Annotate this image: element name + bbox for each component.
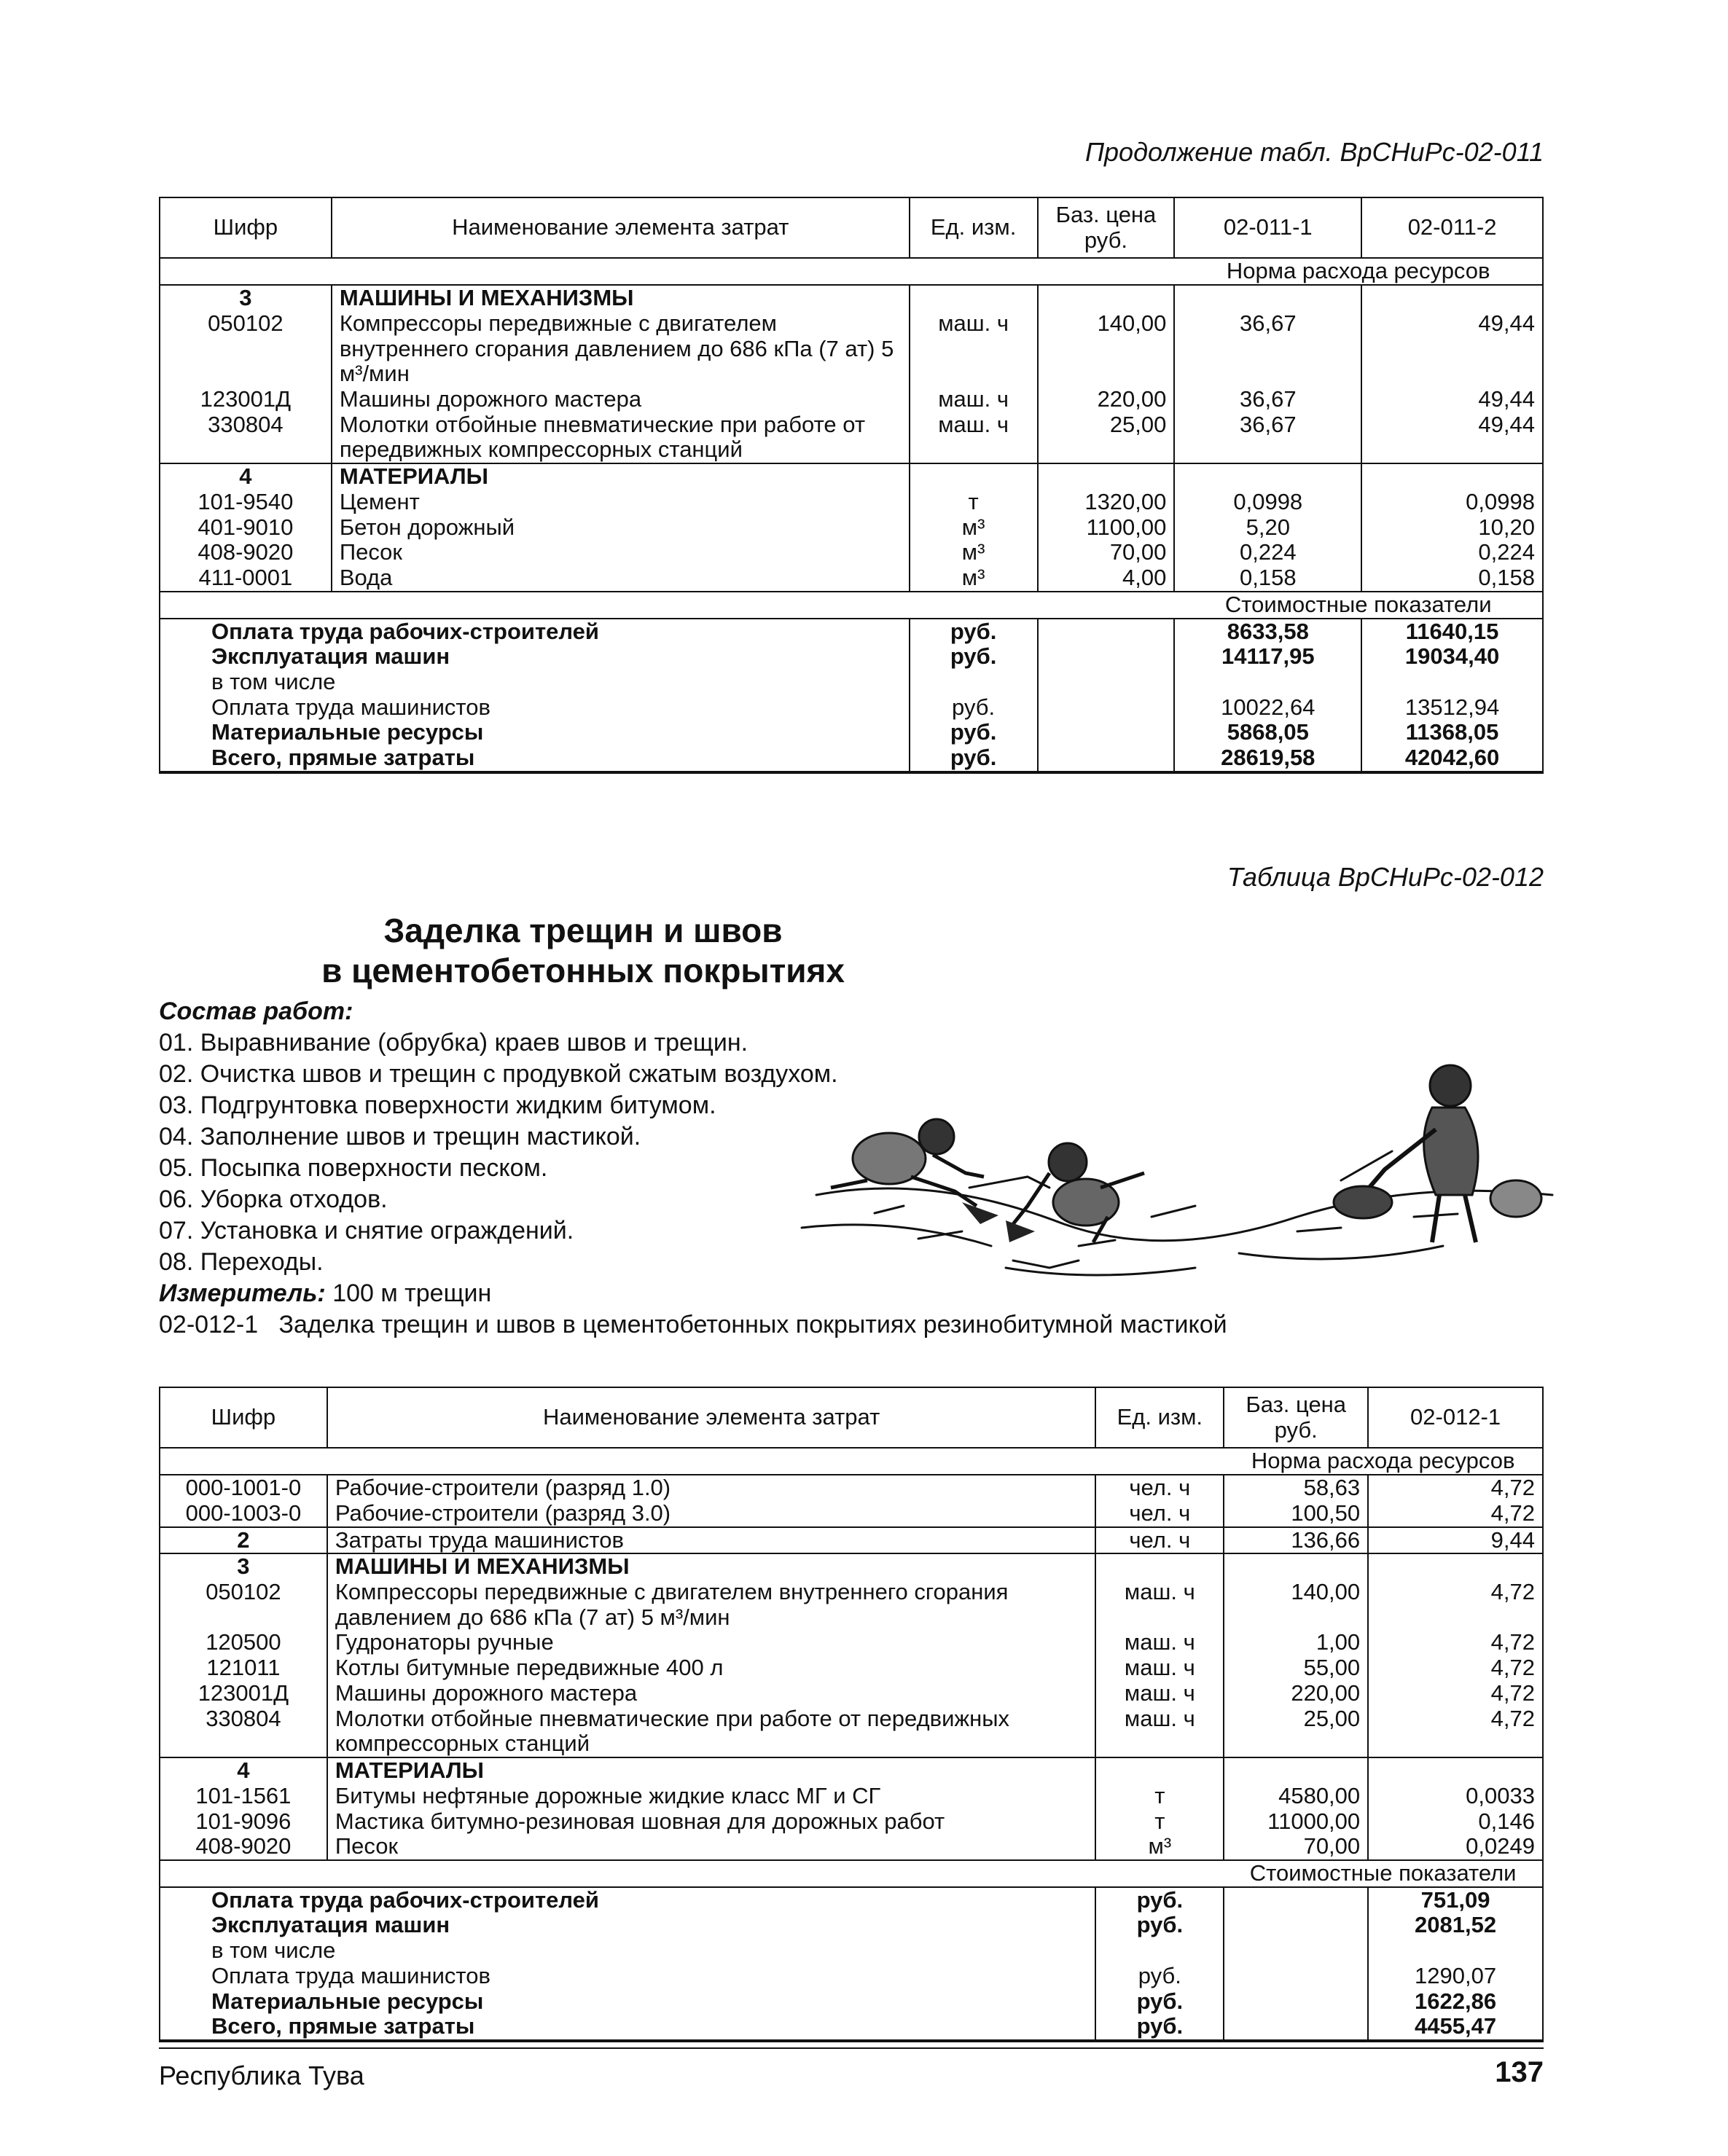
cost-value-1: 28619,58 [1174, 745, 1361, 772]
cost-name: Оплата труда машинистов [160, 695, 910, 721]
road-workers-illustration [787, 1049, 1567, 1290]
item-desc: Заделка трещин и швов в цементобетонных покрытиях резинобитумной мастикой [278, 1311, 1227, 1338]
cost-unit: руб. [910, 720, 1038, 745]
cell-unit: маш. ч [1095, 1630, 1224, 1655]
works-label: Состав работ: [159, 997, 353, 1025]
cost-value-1: 2081,52 [1368, 1913, 1543, 1938]
table-row [160, 1681, 1543, 1706]
cell-price: 11000,00 [1224, 1809, 1368, 1835]
cost-unit: руб. [1095, 1887, 1224, 1913]
cost-row [160, 1989, 1543, 2015]
section-code: 3 [160, 1553, 327, 1580]
cell-code: 050102 [160, 311, 332, 387]
cost-unit: руб. [910, 619, 1038, 645]
table1-header-row [160, 197, 1543, 258]
cell-code: 408-9020 [160, 540, 332, 565]
table2-header-cell: Наименование элемента затрат [327, 1387, 1096, 1448]
measure-value: 100 м трещин [332, 1279, 492, 1307]
cell-value-1: 4,72 [1368, 1655, 1543, 1681]
table-row [160, 311, 1543, 387]
item-line [159, 1309, 1227, 1341]
table-row [160, 1809, 1543, 1835]
cell-unit: маш. ч [1095, 1655, 1224, 1681]
cell-code: 050102 [160, 1580, 327, 1630]
cell-name: Цемент [332, 490, 910, 515]
cell-value-2: 49,44 [1361, 387, 1543, 412]
cell-price: 4580,00 [1224, 1784, 1368, 1809]
cost-unit: руб. [910, 745, 1038, 772]
cell-unit: м³ [910, 565, 1038, 592]
section-title-line2: в цементобетонных покрытиях [321, 952, 845, 990]
cell-value-1: 0,0249 [1368, 1834, 1543, 1860]
cell-unit: маш. ч [910, 311, 1038, 387]
cell-value-1: 4,72 [1368, 1706, 1543, 1757]
cell-unit: м³ [1095, 1834, 1224, 1860]
cell-code: 330804 [160, 1706, 327, 1757]
cost-value-2: 42042,60 [1361, 745, 1543, 772]
table1-header-cell: Шифр [160, 197, 332, 258]
cost-row [160, 720, 1543, 745]
cell-value-2: 49,44 [1361, 311, 1543, 387]
cost-value-2 [1361, 670, 1543, 695]
cell-code: 121011 [160, 1655, 327, 1681]
cell-value-1: 0,146 [1368, 1809, 1543, 1835]
worker-3-figure [1334, 1065, 1541, 1242]
cell-unit: маш. ч [910, 412, 1038, 463]
cost-band-label: Стоимостные показатели [1224, 1860, 1543, 1887]
cell-value-1: 4,72 [1368, 1580, 1543, 1630]
table-row [160, 565, 1543, 592]
cell-unit: маш. ч [1095, 1681, 1224, 1706]
cell-name: Мастика битумно-резиновая шовная для дорожных работ [327, 1809, 1096, 1835]
cost-unit [910, 670, 1038, 695]
cost-unit [1095, 1938, 1224, 1964]
table1 [159, 197, 1544, 774]
table2-norm-band [160, 1448, 1543, 1475]
cell-price: 4,00 [1038, 565, 1175, 592]
cost-value-1: 14117,95 [1174, 644, 1361, 670]
table2-header-row [160, 1387, 1543, 1448]
table-row [160, 1475, 1543, 1501]
cell-name: Вода [332, 565, 910, 592]
table-row [160, 540, 1543, 565]
cell-name: Рабочие-строители (разряд 1.0) [327, 1475, 1096, 1501]
cost-value-1 [1174, 670, 1361, 695]
page-number: 137 [1495, 2056, 1544, 2088]
table-row [160, 1784, 1543, 1809]
cell-unit: маш. ч [1095, 1580, 1224, 1630]
section-code: 3 [160, 285, 332, 311]
cost-row [160, 695, 1543, 721]
cell-price: 70,00 [1038, 540, 1175, 565]
cost-unit: руб. [1095, 1964, 1224, 1989]
section-name: МАШИНЫ И МЕХАНИЗМЫ [327, 1553, 1096, 1580]
cost-band-label: Стоимостные показатели [1174, 592, 1543, 619]
table-row [160, 490, 1543, 515]
work-item: 05. Посыпка поверхности песком. [159, 1154, 548, 1182]
table2-caption: Таблица ВрСНиРс-02-012 [1227, 862, 1544, 892]
cost-value-1: 1290,07 [1368, 1964, 1543, 1989]
cell-value-1: 0,0998 [1174, 490, 1361, 515]
table1-caption: Продолжение табл. ВрСНиРс-02-011 [1084, 137, 1544, 167]
cell-price: 58,63 [1224, 1475, 1368, 1501]
cost-name: Оплата труда машинистов [160, 1964, 1095, 1989]
cell-name: Гудронаторы ручные [327, 1630, 1096, 1655]
measure-label: Измеритель: [159, 1279, 326, 1307]
table1-header-cell: Наименование элемента затрат [332, 197, 910, 258]
cost-value-1: 751,09 [1368, 1887, 1543, 1913]
footer-rule [159, 2047, 1544, 2049]
cost-row [160, 1913, 1543, 1938]
cost-unit: руб. [910, 644, 1038, 670]
cell-value-2: 0,224 [1361, 540, 1543, 565]
cell-unit: чел. ч [1095, 1501, 1224, 1527]
cell-code: 101-9096 [160, 1809, 327, 1835]
cell-code: 101-9540 [160, 490, 332, 515]
cell-unit: м³ [910, 540, 1038, 565]
cell-value-1: 9,44 [1368, 1527, 1543, 1554]
cost-row [160, 644, 1543, 670]
cost-row [160, 745, 1543, 772]
cost-value-2: 13512,94 [1361, 695, 1543, 721]
table-row [160, 1655, 1543, 1681]
cell-value-1: 4,72 [1368, 1681, 1543, 1706]
cell-price: 1100,00 [1038, 515, 1175, 541]
cell-value-1: 4,72 [1368, 1501, 1543, 1527]
cell-price: 140,00 [1038, 311, 1175, 387]
section-heading-row [160, 463, 1543, 490]
cost-name: Оплата труда рабочих-строителей [160, 1887, 1095, 1913]
cell-value-1: 36,67 [1174, 387, 1361, 412]
table-row [160, 1501, 1543, 1527]
worker-1-figure [831, 1119, 998, 1224]
table1-header-cell: Ед. изм. [910, 197, 1038, 258]
table-row [160, 1630, 1543, 1655]
cell-value-1: 4,72 [1368, 1475, 1543, 1501]
cost-value-2: 19034,40 [1361, 644, 1543, 670]
cell-value-1: 5,20 [1174, 515, 1361, 541]
cell-code: 123001Д [160, 387, 332, 412]
table-row [160, 1834, 1543, 1860]
cell-code: 401-9010 [160, 515, 332, 541]
cost-unit: руб. [1095, 1989, 1224, 2015]
cell-code: 000-1001-0 [160, 1475, 327, 1501]
table-row [160, 1706, 1543, 1757]
section-heading-row [160, 285, 1543, 311]
cost-row [160, 1938, 1543, 1964]
work-item: 07. Установка и снятие ограждений. [159, 1217, 574, 1244]
cost-name: Эксплуатация машин [160, 1913, 1095, 1938]
cell-name: Битумы нефтяные дорожные жидкие класс МГ и СГ [327, 1784, 1096, 1809]
cell-name: Компрессоры передвижные с двигателем внутреннего сгорания давлением до 686 кПа (7 ат) 5 м³/мин [332, 311, 910, 387]
cost-value-1: 5868,05 [1174, 720, 1361, 745]
cell-value-2: 10,20 [1361, 515, 1543, 541]
cell-name: Машины дорожного мастера [332, 387, 910, 412]
table1-header-cell: 02-011-1 [1174, 197, 1361, 258]
work-item: 08. Переходы. [159, 1248, 324, 1276]
table1-header-cell: Баз. цена руб. [1038, 197, 1175, 258]
cell-code: 408-9020 [160, 1834, 327, 1860]
cost-value-1: 1622,86 [1368, 1989, 1543, 2015]
cell-code: 000-1003-0 [160, 1501, 327, 1527]
cell-code: 411-0001 [160, 565, 332, 592]
cost-name: в том числе [160, 1938, 1095, 1964]
cell-price: 220,00 [1224, 1681, 1368, 1706]
cost-value-1: 10022,64 [1174, 695, 1361, 721]
cell-name: Компрессоры передвижные с двигателем внутреннего сгорания давлением до 686 кПа (7 ат) 5 м³/мин [327, 1580, 1096, 1630]
table2-header-cell: 02-012-1 [1368, 1387, 1543, 1448]
work-item: 02. Очистка швов и трещин с продувкой сжатым воздухом. [159, 1060, 838, 1088]
table1-norm-band [160, 258, 1543, 285]
section-name: МАТЕРИАЛЫ [327, 1757, 1096, 1784]
table2-header-cell: Ед. изм. [1095, 1387, 1224, 1448]
cell-price: 140,00 [1224, 1580, 1368, 1630]
table2-cost-band [160, 1860, 1543, 1887]
table-row [160, 515, 1543, 541]
cell-value-1: 4,72 [1368, 1630, 1543, 1655]
cell-price: 1,00 [1224, 1630, 1368, 1655]
cell-value-2: 49,44 [1361, 412, 1543, 463]
cell-value-2: 0,0998 [1361, 490, 1543, 515]
cost-row [160, 1887, 1543, 1913]
work-item: 04. Заполнение швов и трещин мастикой. [159, 1123, 641, 1150]
section-title [219, 911, 947, 991]
table1-cost-band [160, 592, 1543, 619]
cost-name: Материальные ресурсы [160, 1989, 1095, 2015]
cost-row [160, 670, 1543, 695]
section-name: МАТЕРИАЛЫ [332, 463, 910, 490]
cost-name: Всего, прямые затраты [160, 745, 910, 772]
cell-price: 25,00 [1038, 412, 1175, 463]
cell-unit: т [1095, 1809, 1224, 1835]
cell-unit: маш. ч [910, 387, 1038, 412]
section-heading-row [160, 1553, 1543, 1580]
cost-name: Оплата труда рабочих-строителей [160, 619, 910, 645]
cell-price: 55,00 [1224, 1655, 1368, 1681]
cost-value-1: 4455,47 [1368, 2014, 1543, 2041]
cost-name: Материальные ресурсы [160, 720, 910, 745]
section-name: МАШИНЫ И МЕХАНИЗМЫ [332, 285, 910, 311]
table2-header-cell: Баз. цена руб. [1224, 1387, 1368, 1448]
cost-value-1 [1368, 1938, 1543, 1964]
norm-band-label: Норма расхода ресурсов [1224, 1448, 1543, 1475]
cell-code: 120500 [160, 1630, 327, 1655]
cell-value-1: 36,67 [1174, 412, 1361, 463]
cell-unit: чел. ч [1095, 1475, 1224, 1501]
cell-price: 220,00 [1038, 387, 1175, 412]
item-code: 02-012-1 [159, 1311, 259, 1338]
table-row [160, 1527, 1543, 1554]
cell-unit: т [1095, 1784, 1224, 1809]
cost-row [160, 1964, 1543, 1989]
table2-header-cell: Шифр [160, 1387, 327, 1448]
cell-price: 100,50 [1224, 1501, 1368, 1527]
cell-value-2: 0,158 [1361, 565, 1543, 592]
cell-code: 2 [160, 1527, 327, 1554]
section-code: 4 [160, 463, 332, 490]
cell-code: 101-1561 [160, 1784, 327, 1809]
cell-value-1: 36,67 [1174, 311, 1361, 387]
cell-name: Машины дорожного мастера [327, 1681, 1096, 1706]
cell-value-1: 0,0033 [1368, 1784, 1543, 1809]
work-item: 01. Выравнивание (обрубка) краев швов и трещин. [159, 1029, 748, 1057]
cost-unit: руб. [1095, 2014, 1224, 2041]
cell-code: 123001Д [160, 1681, 327, 1706]
cell-unit: маш. ч [1095, 1706, 1224, 1757]
cell-price: 70,00 [1224, 1834, 1368, 1860]
cell-name: Рабочие-строители (разряд 3.0) [327, 1501, 1096, 1527]
cell-name: Молотки отбойные пневматические при работе от передвижных компрессорных станций [332, 412, 910, 463]
cell-price: 136,66 [1224, 1527, 1368, 1554]
cost-value-1: 8633,58 [1174, 619, 1361, 645]
cell-price: 1320,00 [1038, 490, 1175, 515]
cost-value-2: 11368,05 [1361, 720, 1543, 745]
footer-region: Республика Тува [159, 2061, 364, 2090]
norm-band-label: Норма расхода ресурсов [1174, 258, 1543, 285]
section-heading-row [160, 1757, 1543, 1784]
cell-name: Бетон дорожный [332, 515, 910, 541]
cell-value-1: 0,224 [1174, 540, 1361, 565]
cell-name: Котлы битумные передвижные 400 л [327, 1655, 1096, 1681]
cell-name: Молотки отбойные пневматические при работе от передвижных компрессорных станций [327, 1706, 1096, 1757]
cell-unit: т [910, 490, 1038, 515]
cell-name: Песок [327, 1834, 1096, 1860]
cell-value-1: 0,158 [1174, 565, 1361, 592]
section-code: 4 [160, 1757, 327, 1784]
cell-name: Песок [332, 540, 910, 565]
cost-name: Всего, прямые затраты [160, 2014, 1095, 2041]
table-row [160, 387, 1543, 412]
cost-name: в том числе [160, 670, 910, 695]
table1-header-cell: 02-011-2 [1361, 197, 1543, 258]
cell-unit: м³ [910, 515, 1038, 541]
section-title-line1: Заделка трещин и швов [383, 912, 783, 949]
table-row [160, 412, 1543, 463]
table2 [159, 1387, 1544, 2042]
work-item: 06. Уборка отходов. [159, 1185, 388, 1213]
cost-row [160, 2014, 1543, 2041]
cost-row [160, 619, 1543, 645]
work-item: 03. Подгрунтовка поверхности жидким битумом. [159, 1091, 716, 1119]
table-row [160, 1580, 1543, 1630]
cell-price: 25,00 [1224, 1706, 1368, 1757]
cost-name: Эксплуатация машин [160, 644, 910, 670]
cost-unit: руб. [910, 695, 1038, 721]
cost-unit: руб. [1095, 1913, 1224, 1938]
cell-name: Затраты труда машинистов [327, 1527, 1096, 1554]
cell-unit: чел. ч [1095, 1527, 1224, 1554]
cell-code: 330804 [160, 412, 332, 463]
cost-value-2: 11640,15 [1361, 619, 1543, 645]
